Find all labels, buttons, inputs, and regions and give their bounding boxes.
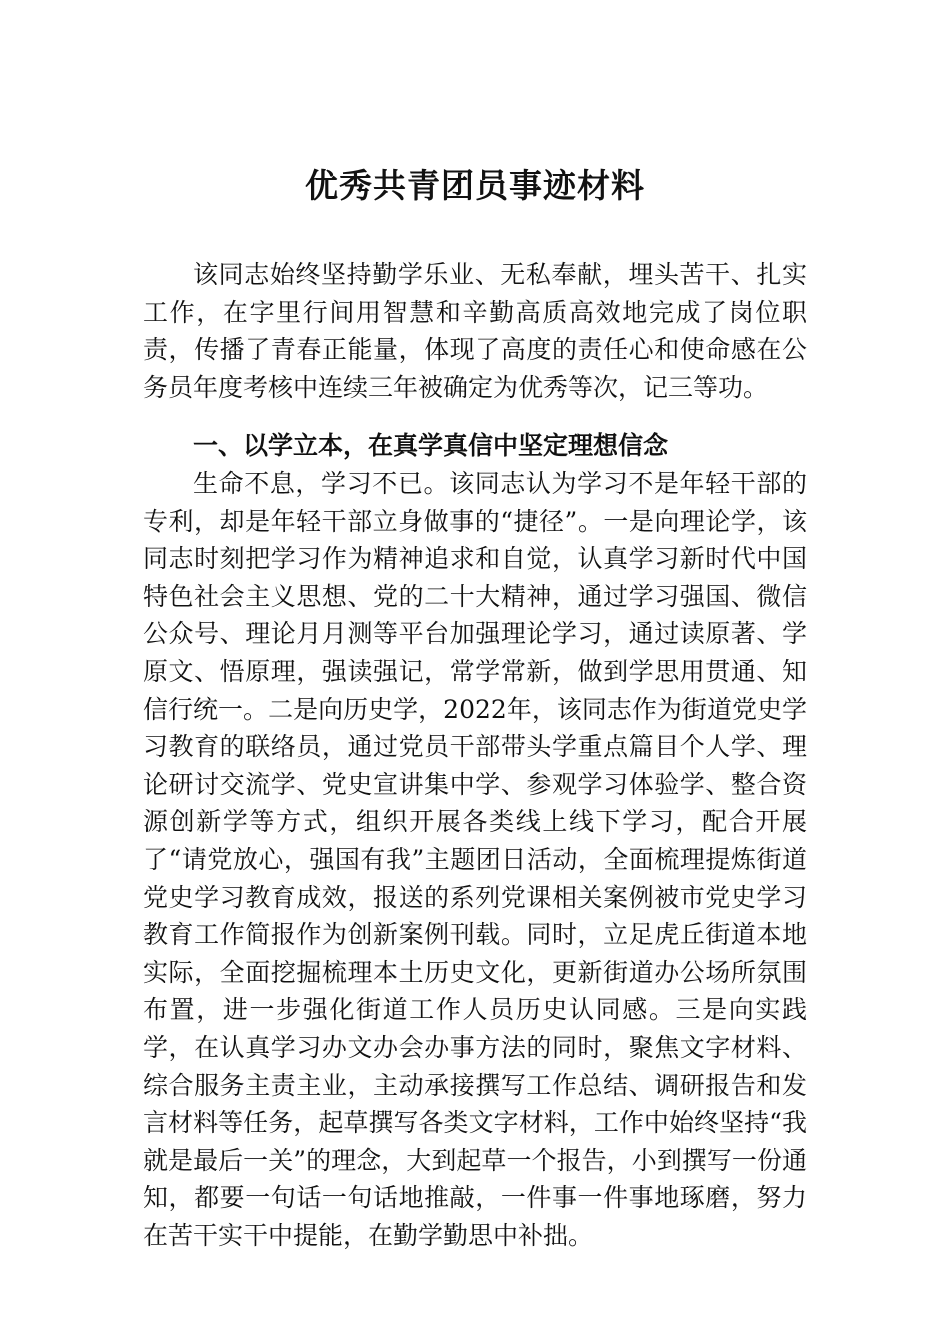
section-heading: 一、以学立本，在真学真信中坚定理想信念 xyxy=(193,431,669,460)
intro-paragraph: 该同志始终坚持勤学乐业、无私奉献，埋头苦干、扎实工作，在字里行间用智慧和辛勤高质高效地完成了岗位职责，传播了青春正能量，体现了高度的责任心和使命感在公务员年度考核中连续三年被确定为优秀等次，记三等功。 xyxy=(143,260,807,402)
section-paragraph: 生命不息，学习不已。该同志认为学习不是年轻干部的专利，却是年轻干部立身做事的“捷径”。一是向理论学，该同志时刻把学习作为精神追求和自觉，认真学习新时代中国特色社会主义思想、党的二十大精神，通过学习强国、微信公众号、理论月月测等平台加强理论学习，通过读原著、学原文、悟原理，强读强记，常学常新，做到学思用贯通、知信行统一。二是向历史学，2022年，该同志作为街道党史学习教育的联络员，通过党员干部带头学重点篇目个人学、理论研讨交流学、党史宣讲集中学、参观学习体验学、整合资源创新学等方式，组织开展各类线上线下学习，配合开展了“请党放心，强国有我”主题团日活动，全面梳理提炼街道党史学习教育成效，报送的系列党课相关案例被市党史学习教育工作简报作为创新案例刊载。同时，立足虎丘街道本地实际，全面挖掘梳理本土历史文化，更新街道办公场所氛围布置，进一步强化街道工作人员历史认同感。三是向实践学，在认真学习办文办会办事方法的同时，聚焦文字材料、综合服务主责主业，主动承接撰写工作总结、调研报告和发言材料等任务，起草撰写各类文字材料，工作中始终坚持“我就是最后一关”的理念，大到起草一个报告，小到撰写一份通知，都要一句话一句话地推敲，一件事一件事地琢磨，努力在苦干实干中提能，在勤学勤思中补拙。 xyxy=(143,469,807,1250)
document-title: 优秀共青团员事迹材料 xyxy=(305,166,645,205)
